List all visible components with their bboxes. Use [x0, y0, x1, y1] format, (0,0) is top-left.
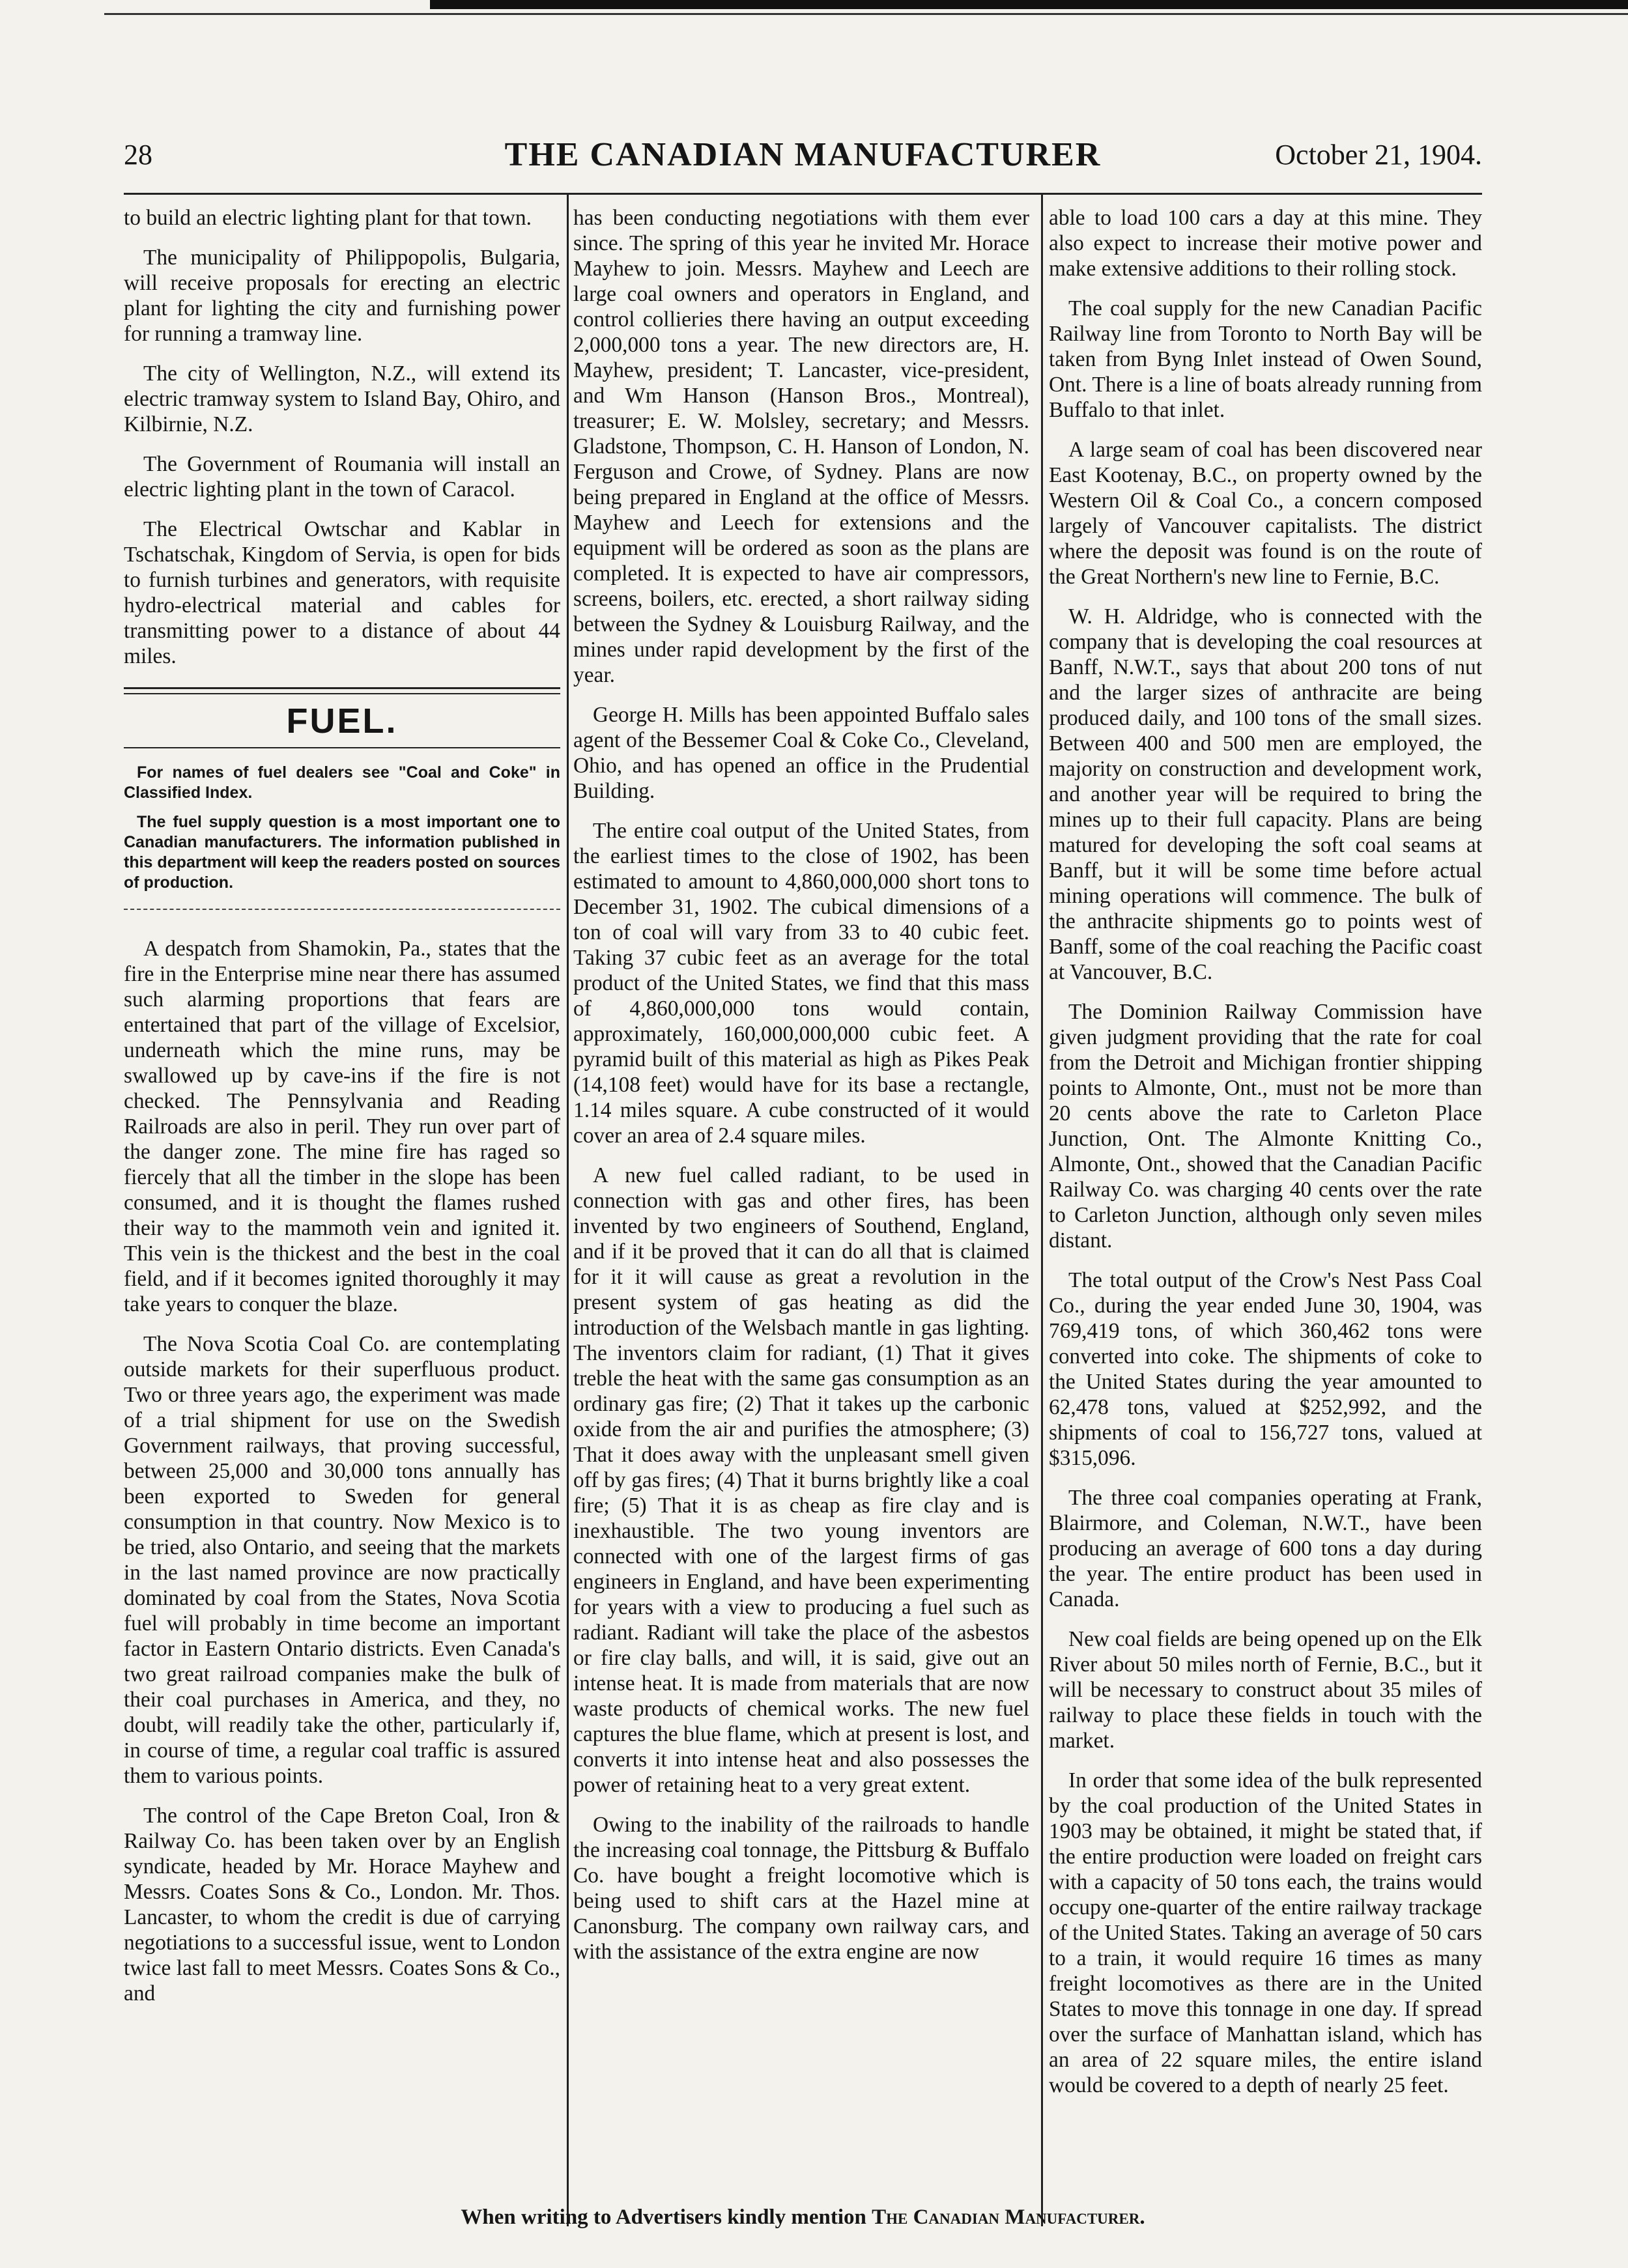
footer-text: When writing to Advertisers kindly mention — [461, 2205, 866, 2229]
column-divider — [567, 194, 569, 2226]
top-border-line — [104, 13, 1628, 15]
paragraph: has been conducting negotiations with them ever since. The spring of this year he invited Mr. Horace Mayhew to join. Messrs. Mayhew and Leech are large coal owners and operators in England, and control collieries there having an output exceeding 2,000,000 tons a year. The new directors are, H. Mayhew, president; T. Lancaster, vice-president, and Wm Hanson (Hanson Bros., Montreal), treasurer; E. W. Molsley, secretary; and Messrs. Gladstone, Thompson, C. H. Hanson of London, N. Ferguson and Crowe, of Sydney. Plans are now being prepared in England at the office of Messrs. Mayhew and Leech for extensions and the equipment will be ordered as soon as the plans are completed. It is expected to have air compressors, screens, boilers, etc. erected, a short railway siding between the Sydney & Louisburg Railway, and the mines under rapid development by the first of the year. — [573, 206, 1029, 687]
paragraph: The control of the Cape Breton Coal, Iron & Railway Co. has been taken over by an English syndicate, headed by Mr. Horace Mayhew and Messrs. Coates Sons & Co., London. Mr. Thos. Lancaster, to whom the credit is due of carrying negotiations to a successful issue, went to London twice last fall to meet Messrs. Coates Sons & Co., and — [124, 1804, 560, 2006]
paragraph: The coal supply for the new Canadian Pacific Railway line from Toronto to North Bay will be taken from Byng Inlet instead of Owen Sound, Ont. There is a line of boats already running from Buffalo to that inlet. — [1049, 296, 1482, 422]
paragraph: W. H. Aldridge, who is connected with the company that is developing the coal resources at Banff, N.W.T., says that about 200 tons of nut and the larger sizes of anthracite are being produced daily, and 100 tons of the small sizes. Between 400 and 500 men are employed, the majority on construction and development work, and another year will be required to bring the mines up to their full capacity. Plans are being matured for developing the soft coal seams at Banff, but it will be some time before actual mining operations will commence. The bulk of the anthracite shipments go to points west of Banff, some of the coal reaching the Pacific coast at Vancouver, B.C. — [1049, 604, 1482, 984]
paragraph: to build an electric lighting plant for that town. — [124, 206, 532, 230]
column-divider — [1041, 194, 1043, 2226]
section-note: For names of fuel dealers see "Coal and Coke" in Classified Index. — [124, 763, 560, 802]
paragraph: A new fuel called radiant, to be used in connection with gas and other fires, has been invented by two engineers of Southend, England, and if it be proved that it can do all that is claimed for it it will cause as great a revolution in the present system of gas heating as did the introduction of the Welsbach mantle in gas lighting. The inventors claim for radiant, (1) That it gives treble the heat with the same gas consumption as an ordinary gas fire; (2) That it takes up the carbonic oxide from the air and purifies the atmosphere; (3) That it does away with the unpleasant smell given off by gas fires; (4) That it burns brightly like a coal fire; (5) That it is as cheap as fire clay and is inexhaustible. The two young inventors are connected with one of the largest firms of gas engineers in England, and have been experimenting for years with a view to producing a fuel such as radiant. Radiant will take the place of the asbestos or fire clay balls, and will, it is said, give out an intense heat. It is made from materials that are now waste products of chemical works. The new fuel captures the blue flame, which at present is lost, and converts it into intense heat and also possesses the power of retaining heat to a very great extent. — [573, 1163, 1029, 1797]
column-3 — [1049, 205, 1482, 2112]
header-rule — [124, 193, 1482, 195]
paragraph: The city of Wellington, N.Z., will extend its electric tramway system to Island Bay, Ohiro, and Kilbirnie, N.Z. — [124, 361, 560, 436]
section-rule — [124, 747, 560, 748]
paragraph: The total output of the Crow's Nest Pass Coal Co., during the year ended June 30, 1904, was 769,419 tons, of which 360,462 tons were converted into coke. The shipments of coke to the United States during the year amounted to 62,478 tons, valued at $252,992, and the shipments of coal to 156,727 tons, valued at $315,096. — [1049, 1268, 1482, 1470]
paragraph: Owing to the inability of the railroads to handle the increasing coal tonnage, the Pittsburg & Buffalo Co. have bought a freight locomotive which is being used to shift cars at the Hazel mine at Canonsburg. The company own railway cars, and with the assistance of the extra engine are now — [573, 1813, 1029, 1964]
paragraph: New coal fields are being opened up on the Elk River about 50 miles north of Fernie, B.C., but it will be necessary to construct about 35 miles of railway to place these fields in touch with the market. — [1049, 1627, 1482, 1753]
publication-title: THE CANADIAN MANUFACTURER — [504, 136, 1102, 173]
paragraph: A despatch from Shamokin, Pa., states that the fire in the Enterprise mine near there has assumed such alarming proportions that fears are entertained that part of the village of Excelsior, underneath which the mine runs, may be swallowed up by cave-ins if the fire is not checked. The Pennsylvania and Reading Railroads are also in peril. They run over part of the danger zone. The mine fire has raged so fiercely that all the timber in the slope has been consumed, and it is thought the flames rushed their way to the mammoth vein and ignited it. This vein is the thickest and the best in the coal field, and if it becomes ignited thoroughly it may take years to conquer the blaze. — [124, 937, 560, 1316]
paragraph: The Nova Scotia Coal Co. are contemplating outside markets for their superfluous product. Two or three years ago, the experiment was made of a trial shipment for use on the Swedish Government railways, that proving successful, between 25,000 and 30,000 tons annually has been exported to Sweden for general consumption in that country. Now Mexico is to be tried, also Ontario, and seeing that the markets in the last named province are now practically dominated by coal from the States, Nova Scotia fuel will probably in time become an important factor in Eastern Ontario districts. Even Canada's two great railroad companies make the bulk of their coal purchases in America, and they, no doubt, will readily take the other, particularly if, in course of time, a regular coal traffic is assured them to various points. — [124, 1332, 560, 1788]
page-footer — [124, 2205, 1482, 2230]
paragraph: able to load 100 cars a day at this mine. They also expect to increase their motive power and make extensive additions to their rolling stock. — [1049, 206, 1482, 281]
paragraph: George H. Mills has been appointed Buffalo sales agent of the Bessemer Coal & Coke Co., Cleveland, Ohio, and has opened an office in the Prudential Building. — [573, 703, 1029, 803]
paragraph: The entire coal output of the United States, from the earliest times to the close of 1902, has been estimated to amount to 4,860,000,000 short tons to December 31, 1902. The cubical dimensions of a ton of coal will vary from 33 to 40 cubic feet. Taking 37 cubic feet as an average for the total product of the United States, we find that this mass of 4,860,000,000 tons would contain, approximately, 160,000,000,000 cubic feet. A pyramid built of this material as high as Pikes Peak (14,108 feet) would have for its base a rectangle, 1.14 miles square. A cube constructed of it would cover an area of 2.4 square miles. — [573, 819, 1029, 1148]
issue-date: October 21, 1904. — [1275, 139, 1482, 171]
column-2 — [573, 205, 1029, 1979]
paragraph: A large seam of coal has been discovered near East Kootenay, B.C., on property owned by the Western Oil & Coal Co., a concern composed largely of Vancouver capitalists. The district where the deposit was found is on the route of the Great Northern's new line to Fernie, B.C. — [1049, 438, 1482, 589]
footer-publication: The Canadian Manufacturer. — [872, 2205, 1145, 2229]
paragraph: The municipality of Philippopolis, Bulgaria, will receive proposals for erecting an electric plant for lighting the city and furnishing power for running a tramway line. — [124, 246, 560, 346]
fuel-section-header — [124, 687, 560, 910]
page-header — [124, 138, 1482, 184]
section-note: The fuel supply question is a most important one to Canadian manufacturers. The information published in this department will keep the readers posted on sources of production. — [124, 813, 560, 892]
page-number: 28 — [124, 139, 152, 171]
paragraph: In order that some idea of the bulk represented by the coal production of the United States in 1903 may be obtained, it might be stated that, if the entire production were loaded on freight cars with a capacity of 50 tons each, the trains would occupy one-quarter of the entire railway trackage of the United States. Taking an average of 50 cars to a train, it would require 16 times as many freight locomotives as there are in the United States to move this tonnage in one day. If spread over the surface of Manhattan island, which has an area of 22 square miles, the entire island would be covered to a depth of nearly 25 feet. — [1049, 1768, 1482, 2097]
section-title: FUEL. — [286, 702, 398, 741]
paragraph: The three coal companies operating at Frank, Blairmore, and Coleman, N.W.T., have been producing an average of 600 tons a day during the year. The entire product has been used in Canada. — [1049, 1486, 1482, 1611]
column-1 — [124, 205, 560, 2020]
paragraph: The Dominion Railway Commission have given judgment providing that the rate for coal from the Detroit and Michigan frontier shipping points to Almonte, Ont., must not be more than 20 cents above the rate to Carleton Place Junction, Ont. The Almonte Knitting Co., Almonte, Ont., showed that the Canadian Pacific Railway Co. was charging 40 cents over the rate to Carleton Junction, although only seven miles distant. — [1049, 1000, 1482, 1253]
section-rule — [124, 687, 560, 689]
paragraph: The Electrical Owtschar and Kablar in Tschatschak, Kingdom of Servia, is open for bids to furnish turbines and generators, with requisite hydro-electrical material and cables for transmitting power to a distance of about 44 miles. — [124, 517, 560, 668]
top-border-bar — [430, 0, 1628, 9]
section-rule — [124, 693, 560, 694]
paragraph: The Government of Roumania will install an electric lighting plant in the town of Caracol. — [124, 452, 560, 502]
section-divider — [124, 909, 560, 910]
